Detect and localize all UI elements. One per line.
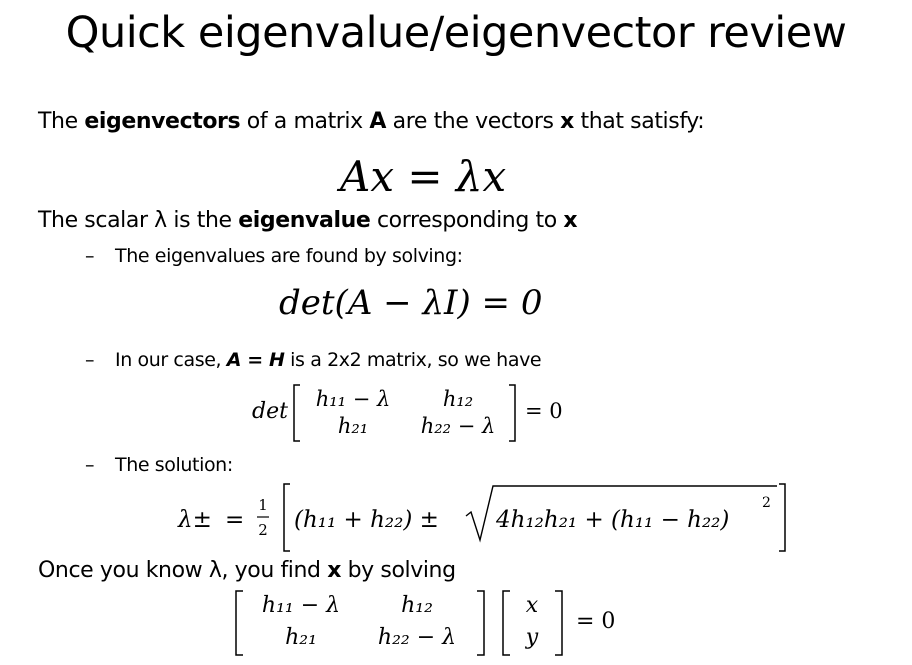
bullet-text: The solution: <box>115 454 233 476</box>
vector-x: x <box>525 593 539 618</box>
bullet-text: The eigenvalues are found by solving: <box>115 245 463 267</box>
symbol-a: A <box>369 109 387 134</box>
text: of a matrix <box>240 109 370 134</box>
sum-term: (h₁₁ + h₂₂) ± <box>294 507 439 533</box>
symbol-x: x <box>563 208 578 233</box>
matrix-h11: h₁₁ − λ <box>315 387 391 411</box>
term-eigenvectors: eigenvectors <box>84 109 241 134</box>
bullet-dash: – <box>85 454 95 476</box>
matrix-h11: h₁₁ − λ <box>261 593 341 618</box>
matrix-h12: h₁₂ <box>401 593 433 618</box>
symbol-x: x <box>560 109 574 134</box>
text: In our case, <box>115 349 227 371</box>
radicand: 4h₁₂h₂₁ + (h₁₁ − h₂₂) <box>496 507 730 533</box>
matrix-h21: h₂₁ <box>285 625 317 650</box>
text: is a 2x2 matrix, so we have <box>284 349 542 371</box>
symbol-a-equals-h: A = H <box>226 349 285 371</box>
text: that satisfy: <box>573 109 705 134</box>
fraction-numerator: 1 <box>258 496 268 514</box>
exponent: 2 <box>762 495 771 511</box>
text: by solving <box>341 558 456 583</box>
matrix-h12: h₁₂ <box>442 387 474 411</box>
right-bracket <box>477 591 484 655</box>
vector-right-bracket <box>555 591 562 655</box>
characteristic-equation: det(A − λI) = 0 <box>279 283 543 323</box>
fraction-denominator: 2 <box>258 521 268 539</box>
term-eigenvalue: eigenvalue <box>238 208 371 233</box>
bullet-dash: – <box>85 245 95 267</box>
eigen-equation: Ax = λx <box>340 152 507 201</box>
vector-left-bracket <box>503 591 510 655</box>
matrix-h22: h₂₂ − λ <box>377 625 457 650</box>
text: are the vectors <box>386 109 561 134</box>
equals-zero: = 0 <box>576 609 616 634</box>
bullet-dash: – <box>85 349 95 371</box>
lambda-pm: λ± <box>178 507 212 533</box>
equals-sign: = <box>225 507 245 533</box>
matrix-h21: h₂₁ <box>337 414 369 438</box>
left-bracket <box>236 591 243 655</box>
equals-zero: = 0 <box>525 399 563 423</box>
matrix-h22: h₂₂ − λ <box>420 414 496 438</box>
symbol-x: x <box>327 558 342 583</box>
text: corresponding to <box>370 208 564 233</box>
det-label: det <box>252 399 288 424</box>
slide-title: Quick eigenvalue/eigenvector review <box>65 8 847 58</box>
text: The scalar λ is the <box>38 208 239 233</box>
text: Once you know λ, you find <box>38 558 328 583</box>
vector-y: y <box>525 625 539 650</box>
text: The <box>38 109 85 134</box>
